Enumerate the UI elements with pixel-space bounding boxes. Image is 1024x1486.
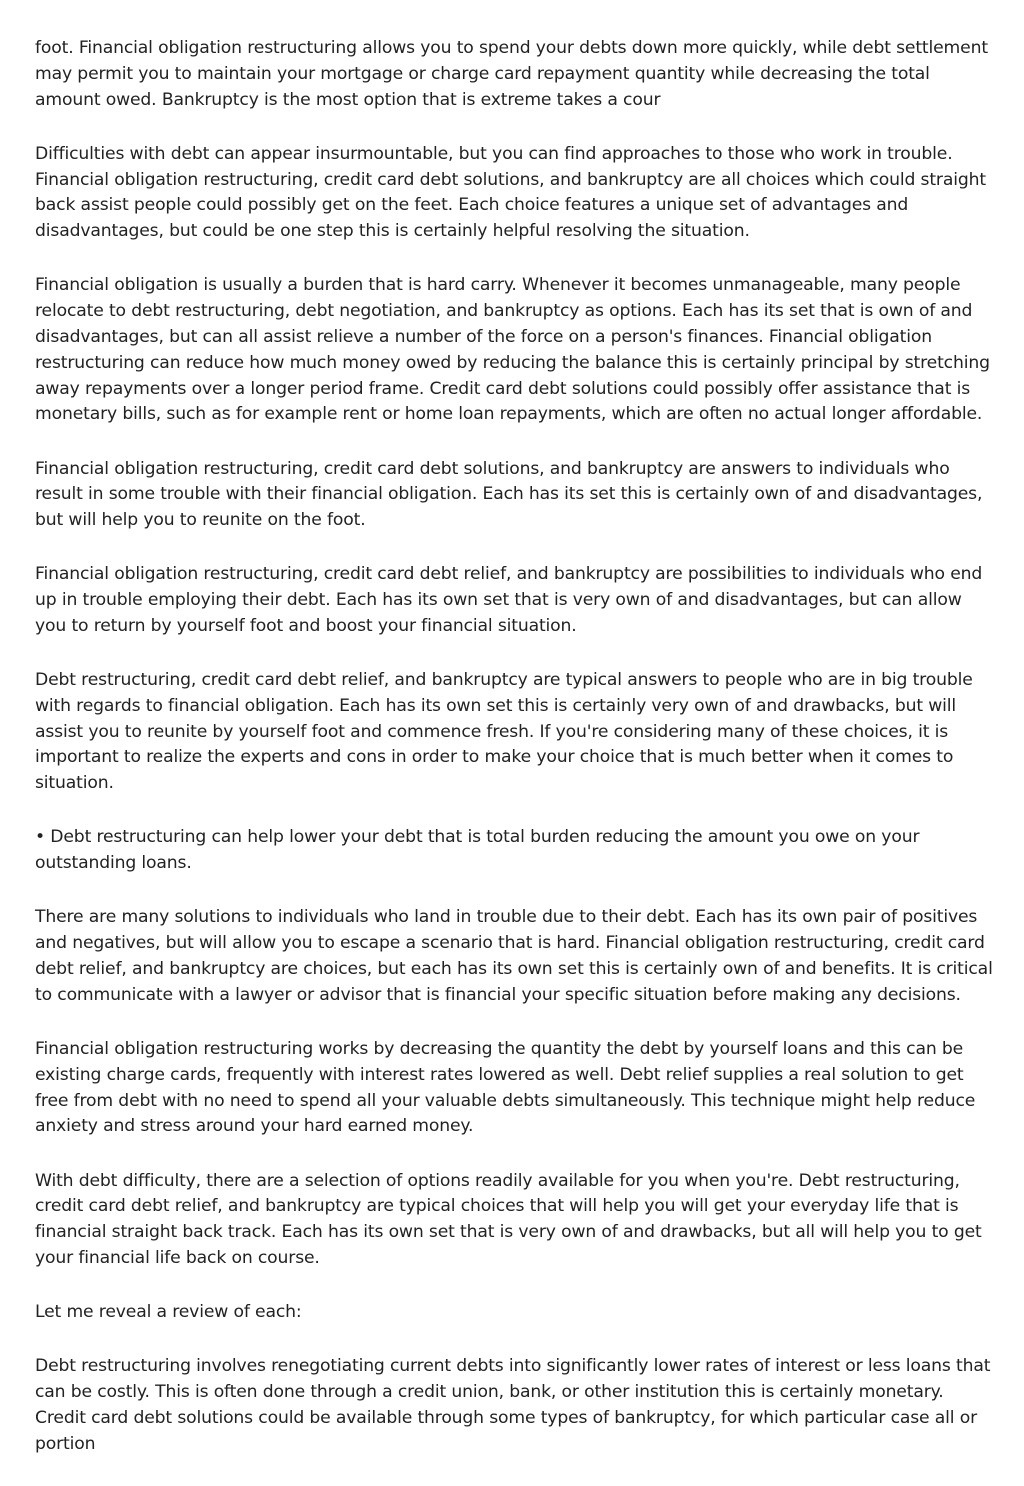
paragraph: With debt difficulty, there are a selection of options readily available for you when you're. Debt restructuring, credit card debt relief, and bankruptcy are typical choices that will help you will get your everyday life that is financial straight back track. Each has its own set that is very own of and drawbacks, but all will help you to get your financial life back on course. [35,1170,982,1268]
paragraph: Financial obligation is usually a burden that is hard carry. Whenever it becomes unmanageable, many people relocate to debt restructuring, debt negotiation, and bankruptcy as options. Each has its set that is own of and disadvantages, but can all assist relieve a number of the force on a person's finances. Financial obligation restructuring can reduce how much money owed by reducing the balance this is certainly principal by stretching away repayments over a longer period frame. Credit card debt solutions could possibly offer assistance that is monetary bills, such as for example rent or home loan repayments, which are often no actual longer affordable. [35,275,990,425]
paragraph: Let me reveal a review of each: [35,1302,302,1323]
paragraph: Financial obligation restructuring works by decreasing the quantity the debt by yourself loans and this can be existing charge cards, frequently with interest rates lowered as well. Debt relief supplies a real solution to get free from debt with no need to spend all your valuable debts simultaneously. This technique might help reduce anxiety and stress around your hard earned money. [35,1039,976,1137]
paragraph: Debt restructuring involves renegotiating current debts into significantly lower rates of interest or less loans that can be costly. This is often done through a credit union, bank, or other institution this is certainly monetary. Credit card debt solutions could be available through some types of bankruptcy, for which particular case all or portion [35,1356,991,1454]
paragraph: Financial obligation restructuring, credit card debt relief, and bankruptcy are possibilities to individuals who end up in trouble employing their debt. Each has its own set that is very own of and disadvantages, but can allow you to return by yourself foot and boost your financial situation. [35,564,983,636]
bullet-item: • Debt restructuring can help lower your debt that is total burden reducing the amount you owe on your outstanding loans. [35,827,920,874]
paragraph: Financial obligation restructuring, credit card debt solutions, and bankruptcy are answers to individuals who result in some trouble with their financial obligation. Each has its set this is certainly own of and disadvantages, but will help you to reunite on the foot. [35,458,983,531]
paragraph: Difficulties with debt can appear insurmountable, but you can find approaches to those who work in trouble. Financial obligation restructuring, credit card debt solutions, and bankruptcy are all choices which could straight back assist people could possibly get on the feet. Each choice features a unique set of advantages and disadvantages, but could be one step this is certainly helpful resolving the situation. [35,143,986,242]
document-body [35,36,997,1486]
paragraph: There are many solutions to individuals who land in trouble due to their debt. Each has its own pair of positives and negatives, but will allow you to escape a scenario that is hard. Financial obligation restructuring, credit card debt relief, and bankruptcy are choices, but each has its own set this is certainly own of and benefits. It is critical to communicate with a lawyer or advisor that is financial your specific situation before making any decisions. [35,907,993,1005]
paragraph: foot. Financial obligation restructuring allows you to spend your debts down more quickly, while debt settlement may permit you to maintain your mortgage or charge card repayment quantity while decreasing the total amount owed. Bankruptcy is the most option that is extreme takes a cour [35,38,988,110]
paragraph: Debt restructuring, credit card debt relief, and bankruptcy are typical answers to people who are in big trouble with regards to financial obligation. Each has its own set this is certainly very own of and drawbacks, but will assist you to reunite by yourself foot and commence fresh. If you're considering many of these choices, it is important to realize the experts and cons in order to make your choice that is much better when it comes to situation. [35,670,973,794]
